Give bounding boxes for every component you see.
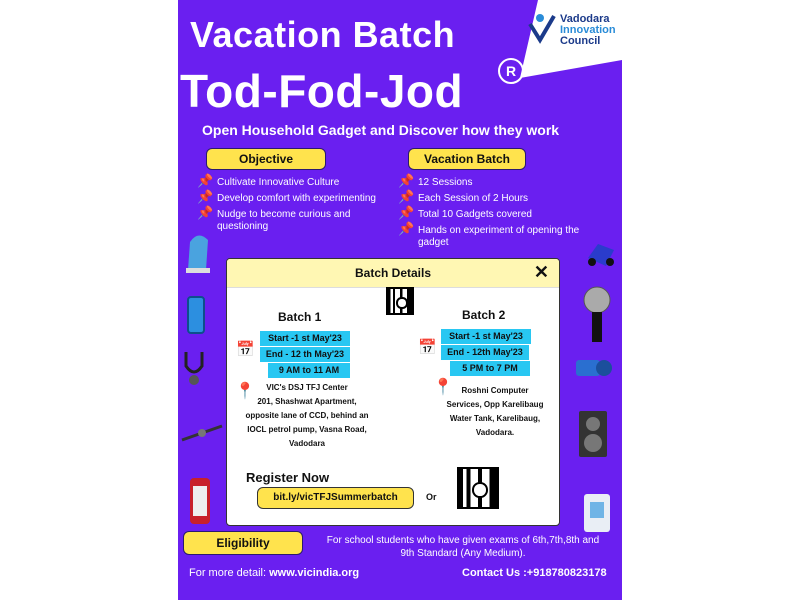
batch2-title: Batch 2 xyxy=(462,308,506,322)
qr-code-small xyxy=(386,287,414,315)
pin-icon: 📌 xyxy=(398,205,415,220)
batch1-address: VIC's DSJ TFJ Center 201, Shashwat Apartment, opposite lane of CCD, behind an IOCL petrol pump, Vasna Road, Vadodara xyxy=(245,383,369,448)
water-purifier-icon xyxy=(582,492,612,534)
water-pump-icon xyxy=(574,356,614,380)
smartphone-icon xyxy=(186,296,206,336)
or-label: Or xyxy=(426,492,437,502)
list-item: 📌 Total 10 Gadgets covered xyxy=(398,205,532,220)
registration-link[interactable]: bit.ly/vicTFJSummerbatch xyxy=(257,487,414,509)
title-tod-fod-jod: Tod-Fod-Jod xyxy=(180,65,464,117)
subtitle: Open Household Gadget and Discover how they work xyxy=(202,122,560,138)
location-pin-icon: 📍 xyxy=(235,383,255,400)
location-pin-icon: 📍 xyxy=(433,379,453,396)
list-item: 📌 Develop comfort with experimenting xyxy=(197,189,376,204)
website-link[interactable]: www.vicindia.org xyxy=(269,567,360,579)
objective-pill: Objective xyxy=(206,148,326,170)
footer-contact: Contact Us :+918780823178 xyxy=(462,567,607,579)
stethoscope-icon xyxy=(180,350,210,386)
microphone-icon xyxy=(580,286,614,344)
pin-icon: 📌 xyxy=(398,173,415,188)
list-item: 📌 Cultivate Innovative Culture xyxy=(197,173,340,188)
title-vacation-batch: Vacation Batch xyxy=(190,14,456,55)
list-item: 📌 Nudge to become curious and questioning xyxy=(197,205,351,232)
rc-car-icon xyxy=(584,238,618,270)
vacation-list xyxy=(398,173,588,253)
batch2-address: Roshni Computer Services, Opp Karelibaug Water Tank, Karelibaug, Vadodara. xyxy=(446,386,544,437)
batch1-end: End - 12 th May'23 xyxy=(260,347,350,362)
ceiling-fan-icon xyxy=(180,418,224,448)
calendar-clock-icon: 📅 xyxy=(418,339,437,356)
pin-icon: 📌 xyxy=(398,221,415,236)
eligibility-pill: Eligibility xyxy=(183,531,303,555)
calendar-clock-icon: 📅 xyxy=(236,341,255,358)
eligibility-text: For school students who have given exams of 6th,7th,8th and 9th Standard (Any Medium). xyxy=(326,535,600,559)
iron-icon xyxy=(182,230,212,274)
vic-logo-text: Vadodara Innovation Council xyxy=(560,13,616,47)
batch2-start: Start -1 st May'23 xyxy=(441,329,531,344)
vic-logo-icon xyxy=(528,10,558,44)
pin-icon: 📌 xyxy=(197,189,214,204)
objective-list xyxy=(197,173,387,237)
batch2-end: End - 12th May'23 xyxy=(441,345,529,360)
batch1-start: Start -1 st May'23 xyxy=(260,331,350,346)
list-item: 📌 Each Session of 2 Hours xyxy=(398,189,529,204)
batch1-time: 9 AM to 11 AM xyxy=(268,363,350,378)
batch1-title: Batch 1 xyxy=(278,310,322,324)
qr-code-large xyxy=(457,467,499,509)
list-item: 📌 Hands on experiment of opening the gadget xyxy=(398,221,580,248)
emergency-light-icon xyxy=(188,476,212,526)
pin-icon: 📌 xyxy=(197,173,214,188)
batch2-time: 5 PM to 7 PM xyxy=(450,361,530,376)
speaker-icon xyxy=(578,410,608,458)
registered-mark: R xyxy=(498,58,524,84)
vacation-batch-pill: Vacation Batch xyxy=(408,148,526,170)
pin-icon: 📌 xyxy=(197,205,214,220)
register-now-label: Register Now xyxy=(246,470,330,485)
pin-icon: 📌 xyxy=(398,189,415,204)
footer-website: For more detail: www.vicindia.org xyxy=(189,567,360,579)
card-title: Batch Details xyxy=(354,266,432,280)
list-item: 📌 12 Sessions xyxy=(398,173,473,188)
close-icon[interactable]: ✕ xyxy=(533,262,549,282)
